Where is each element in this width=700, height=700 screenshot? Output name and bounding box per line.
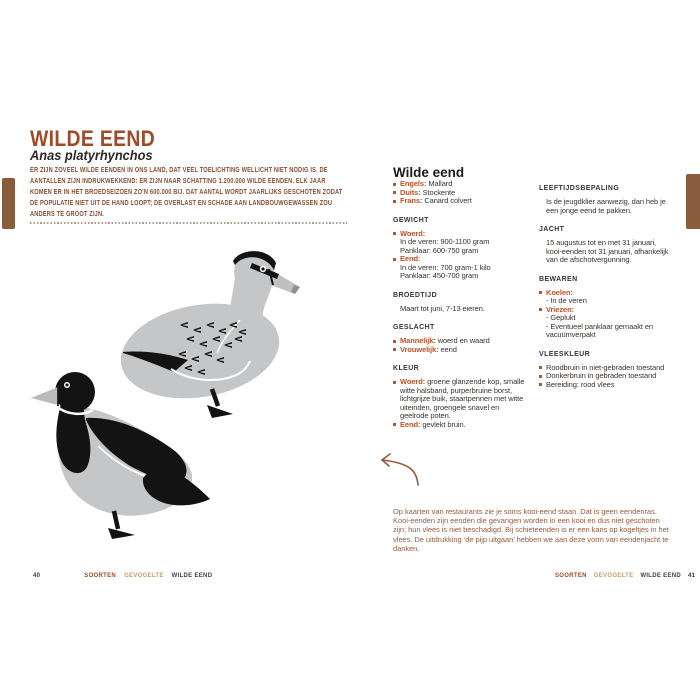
fact-label: Mannelijk: [400,336,436,345]
footer-crumb: WILDE EEND [171,573,213,579]
fact-item: - Geplukt [546,313,576,322]
right-footer-crumbs [555,573,688,579]
chapter-tab-right [686,174,700,229]
note-paragraph: Op kaarten van restaurants zie je soms kooi-eend staan. Dat is geen eendenras. Kooi-eenden zijn eenden die gevangen worden in een kooi en dus niet geschoten zijn; hun vlees is niet beschadigd. Bij schieteenden is er een kans op kogeltjes in het vlees. De uitdrukking ‘de pijp uitgaan’ hebben we aan deze vorm van eendenjacht te danken. [393,506,669,554]
fact-item: In de veren: 700 gram-1 kilo [400,262,491,272]
left-page-footer [33,573,220,579]
fact-item: Eend: gevlekt bruin. [393,421,525,430]
bullet-square-icon [393,381,396,384]
bullet-square-icon [393,423,396,426]
section-heading: KLEUR [393,365,420,372]
fact-item: Is de jeugdklier aanwezig, dan heb je een jonge eend te pakken. [546,197,666,215]
duck-illustrations [28,248,350,548]
section-heading: BEWAREN [539,275,578,283]
bullet-square-icon [393,232,396,235]
bullet-square-icon [393,191,396,194]
fact-item: Panklaar: 600-750 gram [400,245,479,255]
left-footer-crumbs [84,573,220,579]
footer-crumb: GEVOGELTE [593,573,634,579]
fact-item: Duits: Stockente [393,189,525,198]
fact-item: Engels: Mallard [393,180,525,189]
fact-column-2 [539,180,671,389]
fact-item: Maart tot juni, 7-13 eieren. [400,303,485,313]
fact-item: - In de veren [546,296,587,305]
right-page-footer [555,573,696,579]
section-heading: VLEESKLEUR [539,350,591,358]
bullet-square-icon [539,308,542,311]
fact-label: Eend: [400,254,421,263]
bullet-square-icon [539,375,542,378]
section-heading: GESLACHT [393,324,435,331]
fact-label: Woerd: [400,377,426,386]
fact-item: In de veren: 900-1100 gram [400,237,490,246]
fact-label: Woerd: [400,228,426,238]
footer-crumb: WILDE EEND [640,573,682,579]
section-heading: LEEFTIJDSBEPALING [539,185,620,192]
bullet-square-icon [393,183,396,186]
footer-crumb: SOORTEN [555,573,587,579]
fact-item: - Eventueel panklaar gemaakt en vacuümverpakt [546,321,653,339]
fact-column-1 [393,180,525,429]
page-number: 40 [33,573,41,579]
bullet-square-icon [539,366,542,369]
fact-label: Engels: [400,179,427,188]
fact-item: Frans: Canard colvert [393,197,525,206]
chapter-tab-left [2,178,15,229]
fact-item: Bereiding: rood vlees [539,381,671,390]
fact-label: Vriezen: [546,304,574,314]
fact-label: Koelen: [546,287,573,297]
section-heading: GEWICHT [393,216,429,224]
fact-item: Roodbruin in niet-gebraden toestand [539,364,671,373]
bullet-square-icon [393,348,396,351]
dotted-divider [30,222,347,224]
fact-item: Woerd: groene glanzende kop, smalle witte halsband, purperbruine borst, lichtgrijze buik, staartpennen met witte uiteinden, groengele snavel en geelrode poten. [393,378,525,421]
fact-label: Frans: [400,196,423,205]
section-heading: JACHT [539,226,565,233]
fact-label: Vrouwelijk: [400,344,439,354]
curved-arrow-icon [374,443,422,493]
bullet-square-icon [393,340,396,343]
fact-sheet-title: Wilde eend [393,164,465,180]
bullet-square-icon [539,291,542,294]
fact-item: Mannelijk: woerd en waard [393,337,525,346]
section-heading: BROEDTIJD [393,291,438,299]
bullet-square-icon [539,383,542,386]
bullet-square-icon [393,258,396,261]
female-mallard-illustration [113,251,300,418]
fact-item: 15 augustus tot en met 31 januari, kooi-eenden tot 31 januari, afhankelijk van de afschotvergunning. [546,238,669,264]
intro-paragraph: ER ZIJN ZOVEEL WILDE EENDEN IN ONS LAND, DAT VEEL TOELICHTING WELLICHT NIET NODIG IS. DE AANTALLEN ZIJN INDRUKWEKKEND: ER ZIJN NAAR SCHATTING 1.200.000 WILDE EENDEN. ELK JAAR KOMEN ER IN HET BROEDSEIZOEN ZO’N 600.000 BIJ. DAT AANTAL WORDT JAARLIJKS GESCHOTEN ZODAT DE POPULATIE NIET UIT DE HAND LOOPT; DE OVERLAST EN SCHADE AAN LANDBOUWGEWASSEN ZOU ANDERS TE GROOT ZIJN. [30,165,343,219]
fact-item: Donkerbruin in gebraden toestand [539,372,671,381]
footer-crumb: SOORTEN [84,573,117,579]
fact-label: Duits: [400,187,421,197]
fact-item: Panklaar: 450-700 gram [400,271,479,280]
page-title: WILDE EEND [30,125,156,151]
fact-item: Vrouwelijk: eend [393,346,525,355]
page-number: 41 [688,573,696,579]
fact-label: Eend: [400,419,421,429]
bullet-square-icon [393,200,396,203]
footer-crumb: GEVOGELTE [124,573,164,579]
fact-columns [393,180,671,429]
species-latin-name: Anas platyrhynchos [30,148,153,164]
